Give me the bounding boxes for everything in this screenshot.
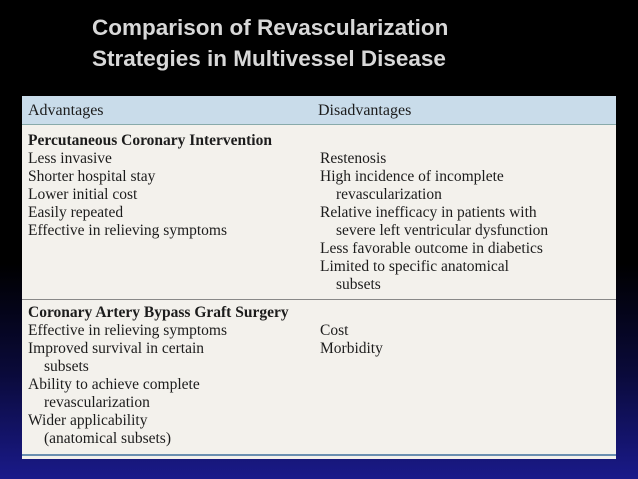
pci-disadvantage: Relative inefficacy in patients with [320, 204, 537, 221]
comparison-table [22, 96, 616, 459]
slide-title [92, 12, 612, 74]
section-title-cabg: Coronary Artery Bypass Graft Surgery [28, 304, 289, 321]
cabg-advantage: Ability to achieve complete [28, 376, 200, 393]
table-header [22, 96, 616, 125]
cabg-advantage: Improved survival in certain [28, 340, 205, 357]
pci-advantage: Easily repeated [28, 204, 124, 221]
cabg-advantage: Effective in relieving symptoms [28, 322, 228, 339]
cabg-advantage: revascularization [44, 394, 150, 411]
pci-disadvantage: severe left ventricular dysfunction [336, 222, 549, 239]
cabg-disadvantage: Morbidity [320, 340, 383, 357]
table-bottom-rule [22, 454, 616, 456]
slide-title-line-1: Comparison of Revascularization [92, 15, 449, 40]
pci-disadvantage: revascularization [336, 186, 442, 203]
slide-title-line-2: Strategies in Multivessel Disease [92, 46, 446, 71]
pci-disadvantage: Limited to specific anatomical [320, 258, 509, 275]
section-divider [22, 299, 616, 300]
pci-advantage: Effective in relieving symptoms [28, 222, 228, 239]
pci-disadvantage: subsets [336, 276, 381, 293]
header-disadvantages: Disadvantages [318, 102, 412, 119]
pci-disadvantage: Less favorable outcome in diabetics [320, 240, 543, 257]
pci-disadvantage: High incidence of incomplete [320, 168, 504, 185]
pci-advantage: Lower initial cost [28, 186, 138, 203]
pci-advantage: Less invasive [28, 150, 112, 167]
header-advantages: Advantages [28, 102, 104, 119]
cabg-disadvantage: Cost [320, 322, 349, 339]
cabg-advantage: Wider applicability [28, 412, 148, 429]
pci-disadvantage: Restenosis [320, 150, 387, 167]
cabg-advantage: subsets [44, 358, 89, 375]
section-title-pci: Percutaneous Coronary Intervention [28, 132, 272, 149]
cabg-advantage: (anatomical subsets) [44, 430, 171, 447]
pci-advantage: Shorter hospital stay [28, 168, 156, 185]
